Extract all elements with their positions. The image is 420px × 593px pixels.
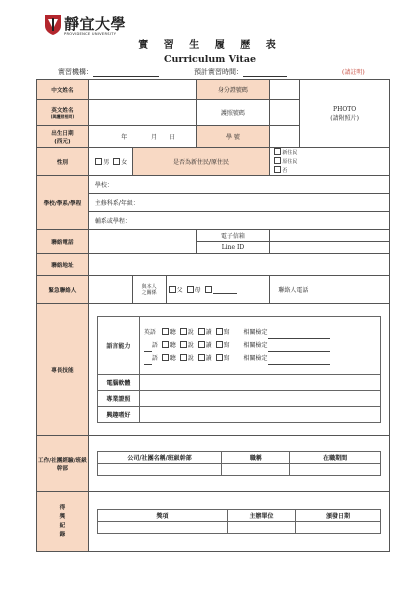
- mother-label: 母: [194, 287, 201, 294]
- other-relation-checkbox[interactable]: [205, 286, 212, 293]
- award-cell: [88, 492, 389, 552]
- student-no-label: 學 號: [196, 126, 270, 148]
- lang-row-english: [144, 326, 380, 339]
- name-cn-input[interactable]: [88, 80, 196, 100]
- lang2-listen-checkbox[interactable]: [162, 341, 169, 348]
- gender-options: [88, 148, 132, 176]
- work-period-header: 在職期間: [290, 452, 381, 464]
- phone-label: 聯絡電話: [37, 230, 89, 254]
- speak-label: 說: [187, 342, 194, 349]
- lang3-cert-line[interactable]: [268, 358, 330, 365]
- eng-listen-checkbox[interactable]: [162, 328, 169, 335]
- lang2-write-checkbox[interactable]: [216, 341, 223, 348]
- form-title-cn: 實 習 生 履 歷 表: [138, 40, 282, 51]
- award-name-input-1[interactable]: [97, 522, 227, 534]
- photo-note: (請附照片): [330, 114, 359, 122]
- hobby-input[interactable]: [139, 407, 380, 423]
- work-period-input-1[interactable]: [290, 464, 381, 476]
- address-input[interactable]: [88, 254, 389, 276]
- award-org-input-1[interactable]: [228, 522, 296, 534]
- student-no-input[interactable]: [270, 126, 300, 148]
- birth-label-text: 出生日期: [51, 130, 74, 137]
- lang-cell: [139, 317, 380, 375]
- name-en-label-text: 英文姓名: [51, 107, 74, 114]
- university-name-cn: 靜宜大學: [64, 15, 127, 33]
- male-checkbox[interactable]: [95, 158, 102, 165]
- indigenous-checkbox[interactable]: [274, 157, 281, 164]
- lang3-read-checkbox[interactable]: [198, 354, 205, 361]
- hobby-label: 興趣嗜好: [97, 407, 139, 423]
- write-label: 寫: [223, 355, 230, 362]
- award-date-input-1[interactable]: [296, 522, 381, 534]
- new-resident-checkbox[interactable]: [274, 148, 281, 155]
- mother-checkbox[interactable]: [187, 286, 194, 293]
- listen-label: 聽: [169, 342, 176, 349]
- lang-row-3: [144, 352, 380, 365]
- em-phone-cell[interactable]: [270, 276, 390, 304]
- form-title-en: Curriculum Vitae: [163, 54, 257, 65]
- lang3-suffix: 語: [151, 355, 158, 362]
- major-input[interactable]: 主修科系/年級：: [88, 194, 389, 212]
- skills-table: [97, 316, 381, 423]
- birth-input[interactable]: [88, 126, 196, 148]
- female-label: 女: [121, 159, 128, 166]
- license-label: 專業證照: [97, 391, 139, 407]
- indigenous-options: [270, 148, 390, 176]
- work-label: 工作/社團經驗/班級幹部: [37, 436, 89, 492]
- english-label: 英語: [143, 329, 156, 336]
- cv-form-table: [36, 79, 390, 552]
- license-input[interactable]: [139, 391, 380, 407]
- birth-year-label: 年: [121, 134, 128, 141]
- id-no-label: 身分證號碼: [196, 80, 270, 100]
- work-cell: [88, 436, 389, 492]
- cert-label: 相關檢定: [243, 329, 268, 336]
- lang2-speak-checkbox[interactable]: [180, 341, 187, 348]
- listen-label: 聽: [169, 329, 176, 336]
- read-label: 讀: [205, 329, 212, 336]
- internship-org-line[interactable]: [93, 68, 159, 77]
- write-label: 寫: [223, 329, 230, 336]
- lang-label: 語言能力: [97, 317, 139, 375]
- note-label: (請註明): [342, 69, 365, 76]
- eng-read-checkbox[interactable]: [198, 328, 205, 335]
- line-id-label: Line ID: [196, 242, 270, 254]
- lang3-listen-checkbox[interactable]: [162, 354, 169, 361]
- cert-label: 相關檢定: [243, 355, 268, 362]
- award-org-header: 主辦單位: [228, 510, 296, 522]
- father-label: 父: [176, 287, 183, 294]
- university-name-en: PROVIDENCE UNIVERSITY: [64, 32, 117, 36]
- lang-row-2: [144, 339, 380, 352]
- listen-label: 聽: [169, 355, 176, 362]
- neither-checkbox[interactable]: [274, 166, 281, 173]
- read-label: 讀: [205, 355, 212, 362]
- computer-input[interactable]: [139, 375, 380, 391]
- work-table: [97, 451, 381, 476]
- name-cn-label: 中文姓名: [37, 80, 89, 100]
- line-id-input[interactable]: [270, 242, 390, 254]
- passport-label: 護照號碼: [196, 100, 270, 126]
- speak-label: 說: [187, 355, 194, 362]
- gender-label: 性別: [37, 148, 89, 176]
- lang2-suffix: 語: [151, 342, 158, 349]
- award-table: [97, 509, 381, 534]
- school-label: 學校/學系/學程: [37, 176, 89, 230]
- internship-org-field: [58, 67, 159, 77]
- lang3-write-checkbox[interactable]: [216, 354, 223, 361]
- speak-label: 說: [187, 329, 194, 336]
- male-label: 男: [103, 159, 110, 166]
- birth-day-label: 日: [169, 134, 176, 141]
- email-label: 電子信箱: [196, 230, 270, 242]
- indigenous-label: 原住民: [282, 159, 298, 165]
- neither-label: 否: [282, 168, 288, 174]
- award-label: [37, 492, 89, 552]
- photo-label: PHOTO: [333, 105, 357, 113]
- work-title-header: 職稱: [222, 452, 290, 464]
- birth-label: [37, 126, 89, 148]
- relation-label: [132, 276, 166, 304]
- skills-cell: [88, 304, 389, 436]
- write-label: 寫: [223, 342, 230, 349]
- award-name-header: 獎項: [97, 510, 227, 522]
- eng-write-checkbox[interactable]: [216, 328, 223, 335]
- birth-note: (西元): [54, 138, 71, 145]
- name-en-label: [37, 100, 89, 126]
- university-logo-icon: [44, 14, 62, 36]
- work-title-input-1[interactable]: [222, 464, 290, 476]
- lang3-speak-checkbox[interactable]: [180, 354, 187, 361]
- computer-label: 電腦軟體: [97, 375, 139, 391]
- work-org-input-1[interactable]: [97, 464, 222, 476]
- minor-input[interactable]: 輔系或學程：: [88, 212, 389, 230]
- lang2-read-checkbox[interactable]: [198, 341, 205, 348]
- photo-box[interactable]: [300, 80, 390, 148]
- internship-period-line[interactable]: [243, 68, 287, 77]
- relation-label-text: 與本人之關係: [141, 283, 157, 296]
- emergency-label: 緊急聯絡人: [37, 276, 89, 304]
- name-en-note: (與護照相同): [50, 113, 75, 119]
- award-date-header: 頒發日期: [296, 510, 381, 522]
- work-org-header: 公司/社團名稱/班級幹部: [97, 452, 222, 464]
- lang2-cert-line[interactable]: [268, 345, 330, 352]
- female-checkbox[interactable]: [113, 158, 120, 165]
- skills-label: 專長技能: [37, 304, 89, 436]
- new-resident-label: 新住民: [282, 150, 298, 156]
- id-no-input[interactable]: [270, 80, 300, 100]
- award-label-text: 得獎紀錄: [59, 504, 66, 538]
- birth-month-label: 月: [151, 134, 158, 141]
- eng-speak-checkbox[interactable]: [180, 328, 187, 335]
- internship-org-label: 實習機構：: [58, 68, 93, 76]
- cert-label: 相關檢定: [243, 342, 268, 349]
- read-label: 讀: [205, 342, 212, 349]
- relation-options: [166, 276, 270, 304]
- phone-input[interactable]: [88, 230, 196, 254]
- indigenous-question: 是否為新住民/原住民: [132, 148, 270, 176]
- other-relation-line[interactable]: [213, 287, 237, 294]
- internship-period-field: [194, 67, 287, 77]
- lang2-name-line[interactable]: [144, 345, 152, 352]
- lang3-name-line[interactable]: [144, 358, 152, 365]
- passport-input[interactable]: [270, 100, 300, 126]
- name-en-input[interactable]: [88, 100, 196, 126]
- emergency-name-input[interactable]: [88, 276, 132, 304]
- school-input[interactable]: 學校：: [88, 176, 389, 194]
- address-label: 聯絡地址: [37, 254, 89, 276]
- internship-period-label: 預計實習時間：: [194, 68, 243, 76]
- em-phone-label: 聯絡人電話: [278, 287, 309, 294]
- eng-cert-line[interactable]: [268, 332, 330, 339]
- email-input[interactable]: [270, 230, 390, 242]
- father-checkbox[interactable]: [169, 286, 176, 293]
